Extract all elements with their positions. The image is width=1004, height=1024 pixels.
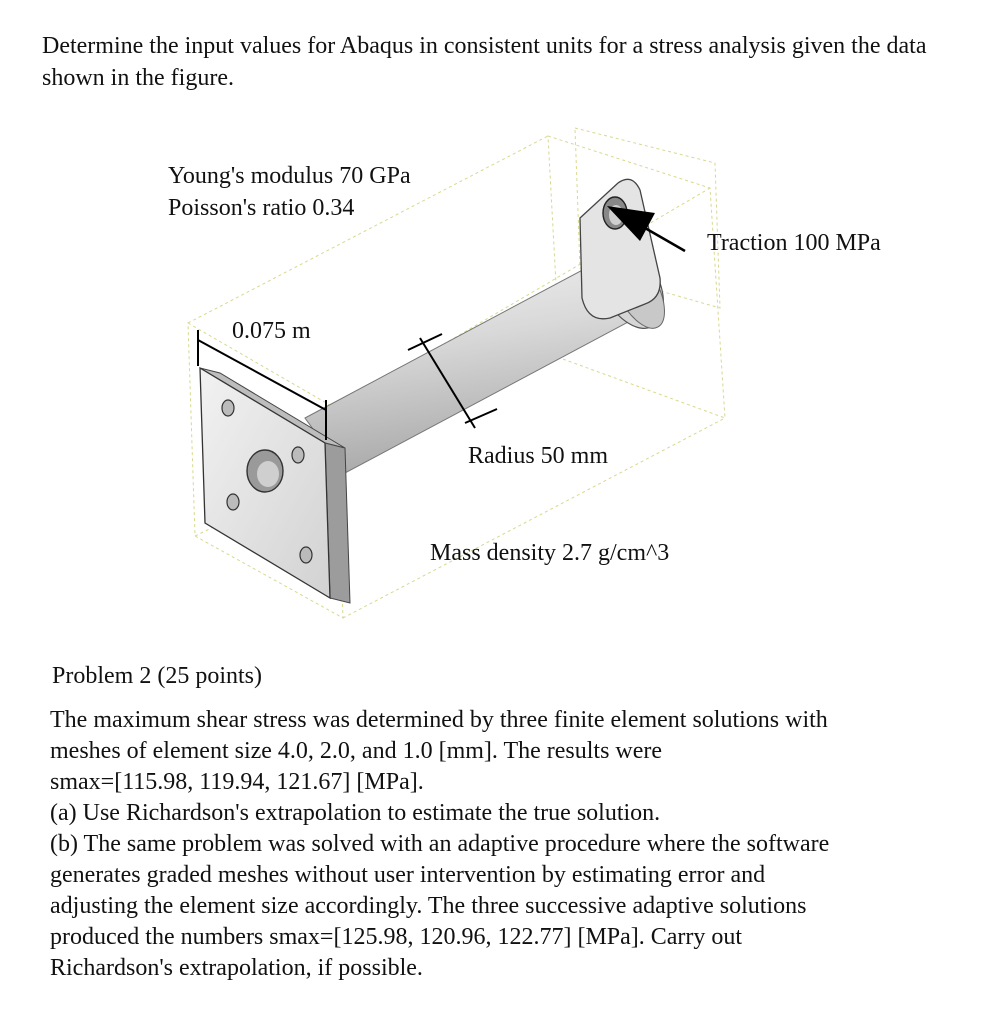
- right-lug: [580, 179, 677, 339]
- problem-line: (a) Use Richardson's extrapolation to estimate the true solution.: [50, 800, 661, 826]
- problem-line: produced the numbers smax=[125.98, 120.96, 122.77] [MPa]. Carry out: [50, 924, 743, 950]
- part-figure: [140, 118, 920, 638]
- intro-paragraph: Determine the input values for Abaqus in consistent units for a stress analysis given the data shown in the figure.: [42, 33, 927, 91]
- youngs-modulus-label: Young's modulus 70 GPa: [168, 163, 411, 189]
- problem-line: (b) The same problem was solved with an adaptive procedure where the software: [50, 831, 830, 857]
- problem-line: Richardson's extrapolation, if possible.: [50, 955, 423, 981]
- problem-line: smax=[115.98, 119.94, 121.67] [MPa].: [50, 769, 424, 795]
- left-plate: [200, 368, 350, 603]
- problem-title: Problem 2 (25 points): [52, 663, 262, 689]
- problem-body: [50, 705, 990, 984]
- radius-label: Radius 50 mm: [468, 443, 609, 469]
- problem-line: adjusting the element size accordingly. The three successive adaptive solutions: [50, 893, 807, 919]
- length-label: 0.075 m: [232, 318, 311, 344]
- poissons-ratio-label: Poisson's ratio 0.34: [168, 195, 355, 221]
- problem-line: The maximum shear stress was determined by three finite element solutions with: [50, 707, 828, 733]
- problem-line: meshes of element size 4.0, 2.0, and 1.0 [mm]. The results were: [50, 738, 663, 764]
- traction-label: Traction 100 MPa: [707, 230, 881, 256]
- density-label: Mass density 2.7 g/cm^3: [430, 540, 670, 566]
- problem-line: generates graded meshes without user intervention by estimating error and: [50, 862, 766, 888]
